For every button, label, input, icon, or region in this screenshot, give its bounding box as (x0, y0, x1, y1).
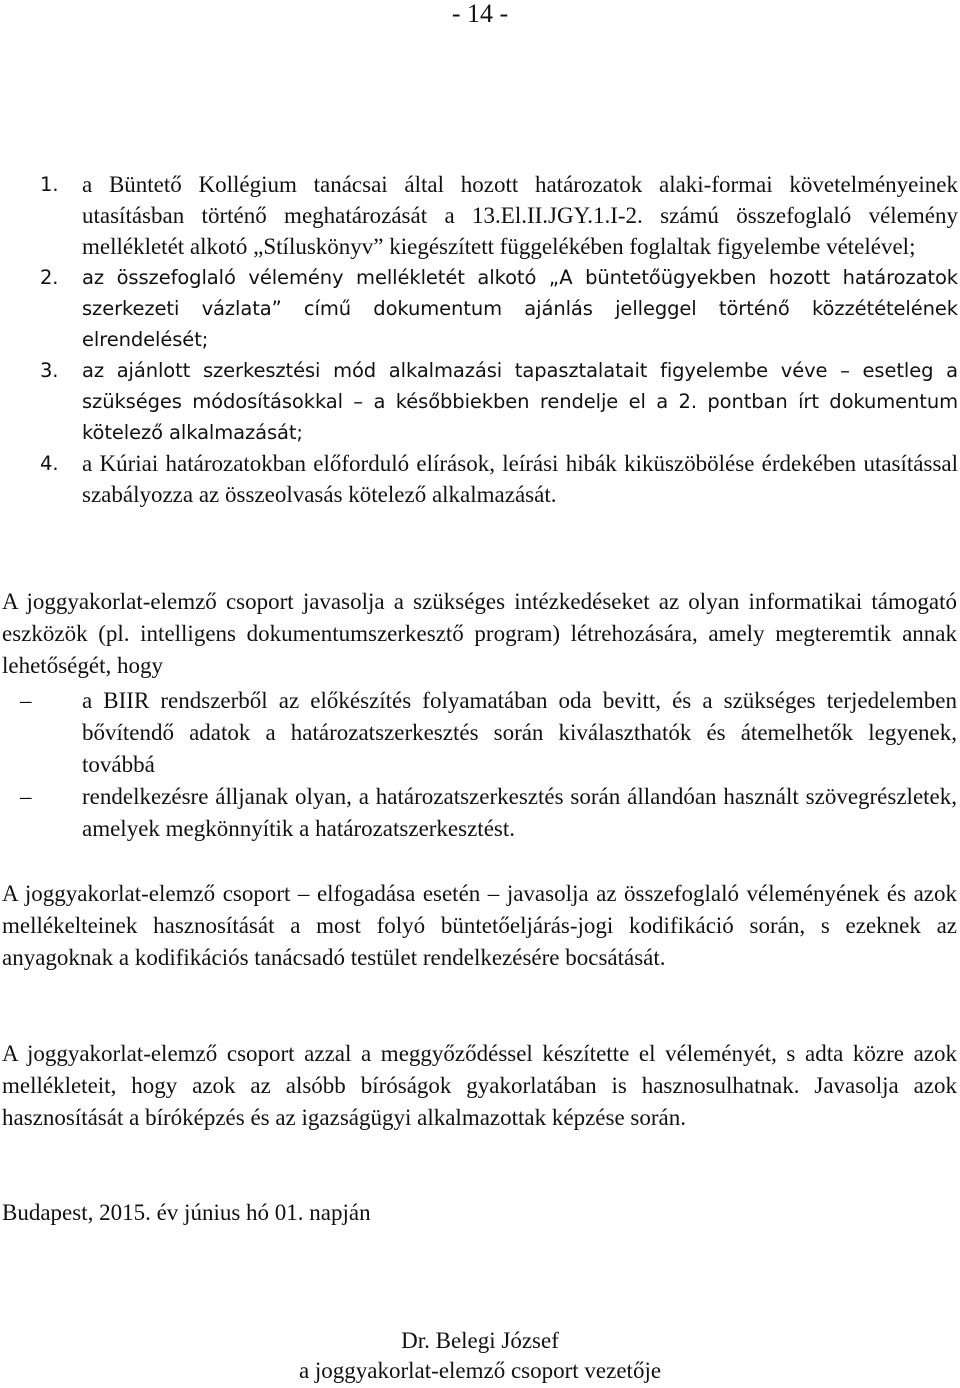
list-item-text: a Büntető Kollégium tanácsai által hozott határozatok alaki-formai követelményeinek utasításban történő meghatározását a 13.El.II.JGY.1.I-2. számú összefoglaló vélemény mellékletét alkotó „Stíluskönyv” kiegészített függelékében foglaltak figyelembe vételével; (82, 172, 958, 259)
paragraph-codification: A joggyakorlat-elemző csoport – elfogadása esetén – javasolja az összefoglaló véleményének és azok mellékelteinek hasznosítását a most folyó büntetőeljárás-jogi kodifikáció során, s ezeknek az anyagoknak a kodifikációs tanácsadó testület rendelkezésére bocsátását. (2, 881, 957, 970)
place-date: Budapest, 2015. év június hó 01. napján (2, 1200, 371, 1225)
decision-list (40, 169, 958, 510)
list-item-number: 4. (40, 452, 59, 475)
list-item-text: az összefoglaló vélemény mellékletét alkotó „A büntetőügyekben hozott határozatok szerkezeti vázlata” című dokumentum ajánlás jelleggel történő közzétételének elrendelését; (82, 266, 958, 351)
list-item-text: a Kúriai határozatokban előforduló elírások, leírási hibák kiküszöbölése érdekében utasítással szabályozza az összeolvasás kötelező alkalmazását. (82, 451, 958, 507)
page-number: - 14 - (451, 0, 509, 28)
dash-list-item (2, 685, 957, 781)
list-item-text: az ajánlott szerkesztési mód alkalmazási tapasztalatait figyelembe véve – esetleg a szükséges módosításokkal – a későbbiekben rendelje el a 2. pontban írt dokumentum kötelező alkalmazását; (82, 359, 958, 444)
dash-marker: – (20, 688, 32, 713)
list-item (40, 262, 958, 355)
list-item-number: 2. (40, 266, 59, 289)
list-item-number: 3. (40, 359, 59, 382)
paragraph-informatics: A joggyakorlat-elemző csoport javasolja a szükséges intézkedéseket az olyan informatikai támogató eszközök (pl. intelligens dokumentumszerkesztő program) létrehozására, amely megteremtik annak lehetőségét, hogy (2, 589, 957, 678)
dash-list-item (2, 781, 957, 845)
list-item (40, 355, 958, 448)
dash-list-item-text: rendelkezésre álljanak olyan, a határozatszerkesztés során állandóan használt szövegrészletek, amelyek megkönnyítik a határozatszerkesztést. (82, 784, 957, 841)
signature-title: a joggyakorlat-elemző csoport vezetője (298, 1358, 662, 1383)
paragraph-conviction: A joggyakorlat-elemző csoport azzal a meggyőződéssel készítette el véleményét, s adta közre azok mellékleteit, hogy azok az alsóbb bíróságok gyakorlatában is hasznosulhatnak. Javasolja azok hasznosítását a bíróképzés és az igazságügyi alkalmazottak képzése során. (2, 1041, 957, 1130)
signature-name: Dr. Belegi József (401, 1328, 559, 1353)
dash-list-item-text: a BIIR rendszerből az előkészítés folyamatában oda bevitt, és a szükséges terjedelemben bővítendő adatok a határozatszerkesztés során kiválaszthatók és átemelhetők legyenek, továbbá (82, 688, 957, 777)
list-item (40, 169, 958, 262)
dash-marker: – (20, 784, 32, 809)
dash-list (2, 685, 957, 845)
list-item-number: 1. (40, 173, 59, 196)
list-item (40, 448, 958, 510)
